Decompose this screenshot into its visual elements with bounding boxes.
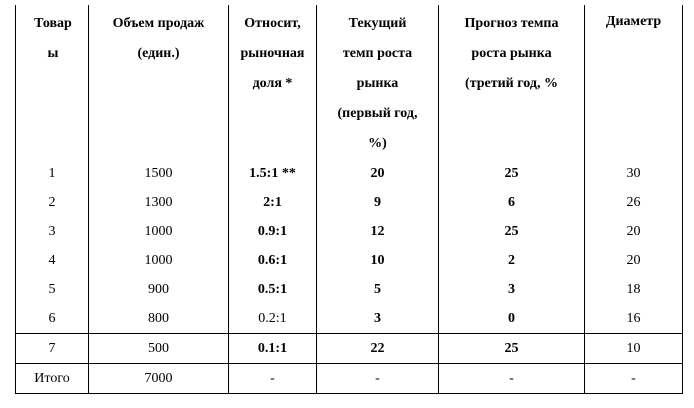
cell-product: 2	[16, 188, 89, 217]
cell-forecast-growth: 25	[439, 334, 585, 364]
cell-total-forecast-growth: -	[439, 364, 585, 394]
cell-forecast-growth: 25	[439, 217, 585, 246]
cell-sales-volume: 500	[89, 334, 229, 364]
cell-diameter: 26	[585, 188, 683, 217]
cell-sales-volume: 800	[89, 304, 229, 334]
cell-product: 7	[16, 334, 89, 364]
cell-current-growth: 22	[317, 334, 439, 364]
cell-diameter: 20	[585, 246, 683, 275]
table-row	[16, 334, 683, 364]
cell-product: 5	[16, 275, 89, 304]
cell-total-relative-share: -	[229, 364, 317, 394]
cell-product: 6	[16, 304, 89, 334]
cell-sales-volume: 1000	[89, 217, 229, 246]
header-cell-sales-volume: Объем продаж (един.)	[89, 5, 229, 159]
cell-sales-volume: 900	[89, 275, 229, 304]
cell-product: 3	[16, 217, 89, 246]
cell-forecast-growth: 2	[439, 246, 585, 275]
header-cell-relative-share: Относит, рыночная доля *	[229, 5, 317, 159]
cell-current-growth: 5	[317, 275, 439, 304]
header-cell-diameter: Диаметр	[585, 5, 683, 159]
table-row	[16, 275, 683, 304]
cell-relative-share: 1.5:1 **	[229, 159, 317, 188]
cell-forecast-growth: 25	[439, 159, 585, 188]
table-row	[16, 246, 683, 275]
cell-current-growth: 10	[317, 246, 439, 275]
cell-diameter: 18	[585, 275, 683, 304]
cell-sales-volume: 1000	[89, 246, 229, 275]
table-row	[16, 217, 683, 246]
cell-relative-share: 0.6:1	[229, 246, 317, 275]
cell-current-growth: 12	[317, 217, 439, 246]
cell-relative-share: 0.1:1	[229, 334, 317, 364]
header-cell-forecast-growth: Прогноз темпа роста рынка (третий год, %	[439, 5, 585, 159]
cell-diameter: 20	[585, 217, 683, 246]
cell-diameter: 30	[585, 159, 683, 188]
cell-relative-share: 0.2:1	[229, 304, 317, 334]
table-row	[16, 188, 683, 217]
product-table	[15, 5, 683, 394]
cell-current-growth: 9	[317, 188, 439, 217]
cell-sales-volume: 1500	[89, 159, 229, 188]
cell-relative-share: 0.9:1	[229, 217, 317, 246]
cell-total-diameter: -	[585, 364, 683, 394]
cell-forecast-growth: 6	[439, 188, 585, 217]
cell-product: 4	[16, 246, 89, 275]
table-row	[16, 304, 683, 334]
header-cell-current-growth: Текущий темп роста рынка (первый год, %)	[317, 5, 439, 159]
header-row	[16, 5, 683, 159]
cell-diameter: 10	[585, 334, 683, 364]
cell-forecast-growth: 0	[439, 304, 585, 334]
cell-sales-volume: 1300	[89, 188, 229, 217]
cell-total-label: Итого	[16, 364, 89, 394]
cell-diameter: 16	[585, 304, 683, 334]
cell-forecast-growth: 3	[439, 275, 585, 304]
cell-relative-share: 2:1	[229, 188, 317, 217]
header-cell-product: Товар ы	[16, 5, 89, 159]
cell-relative-share: 0.5:1	[229, 275, 317, 304]
cell-total-current-growth: -	[317, 364, 439, 394]
cell-current-growth: 3	[317, 304, 439, 334]
cell-current-growth: 20	[317, 159, 439, 188]
cell-product: 1	[16, 159, 89, 188]
table-row	[16, 159, 683, 188]
cell-total-sales-volume: 7000	[89, 364, 229, 394]
total-row	[16, 364, 683, 394]
